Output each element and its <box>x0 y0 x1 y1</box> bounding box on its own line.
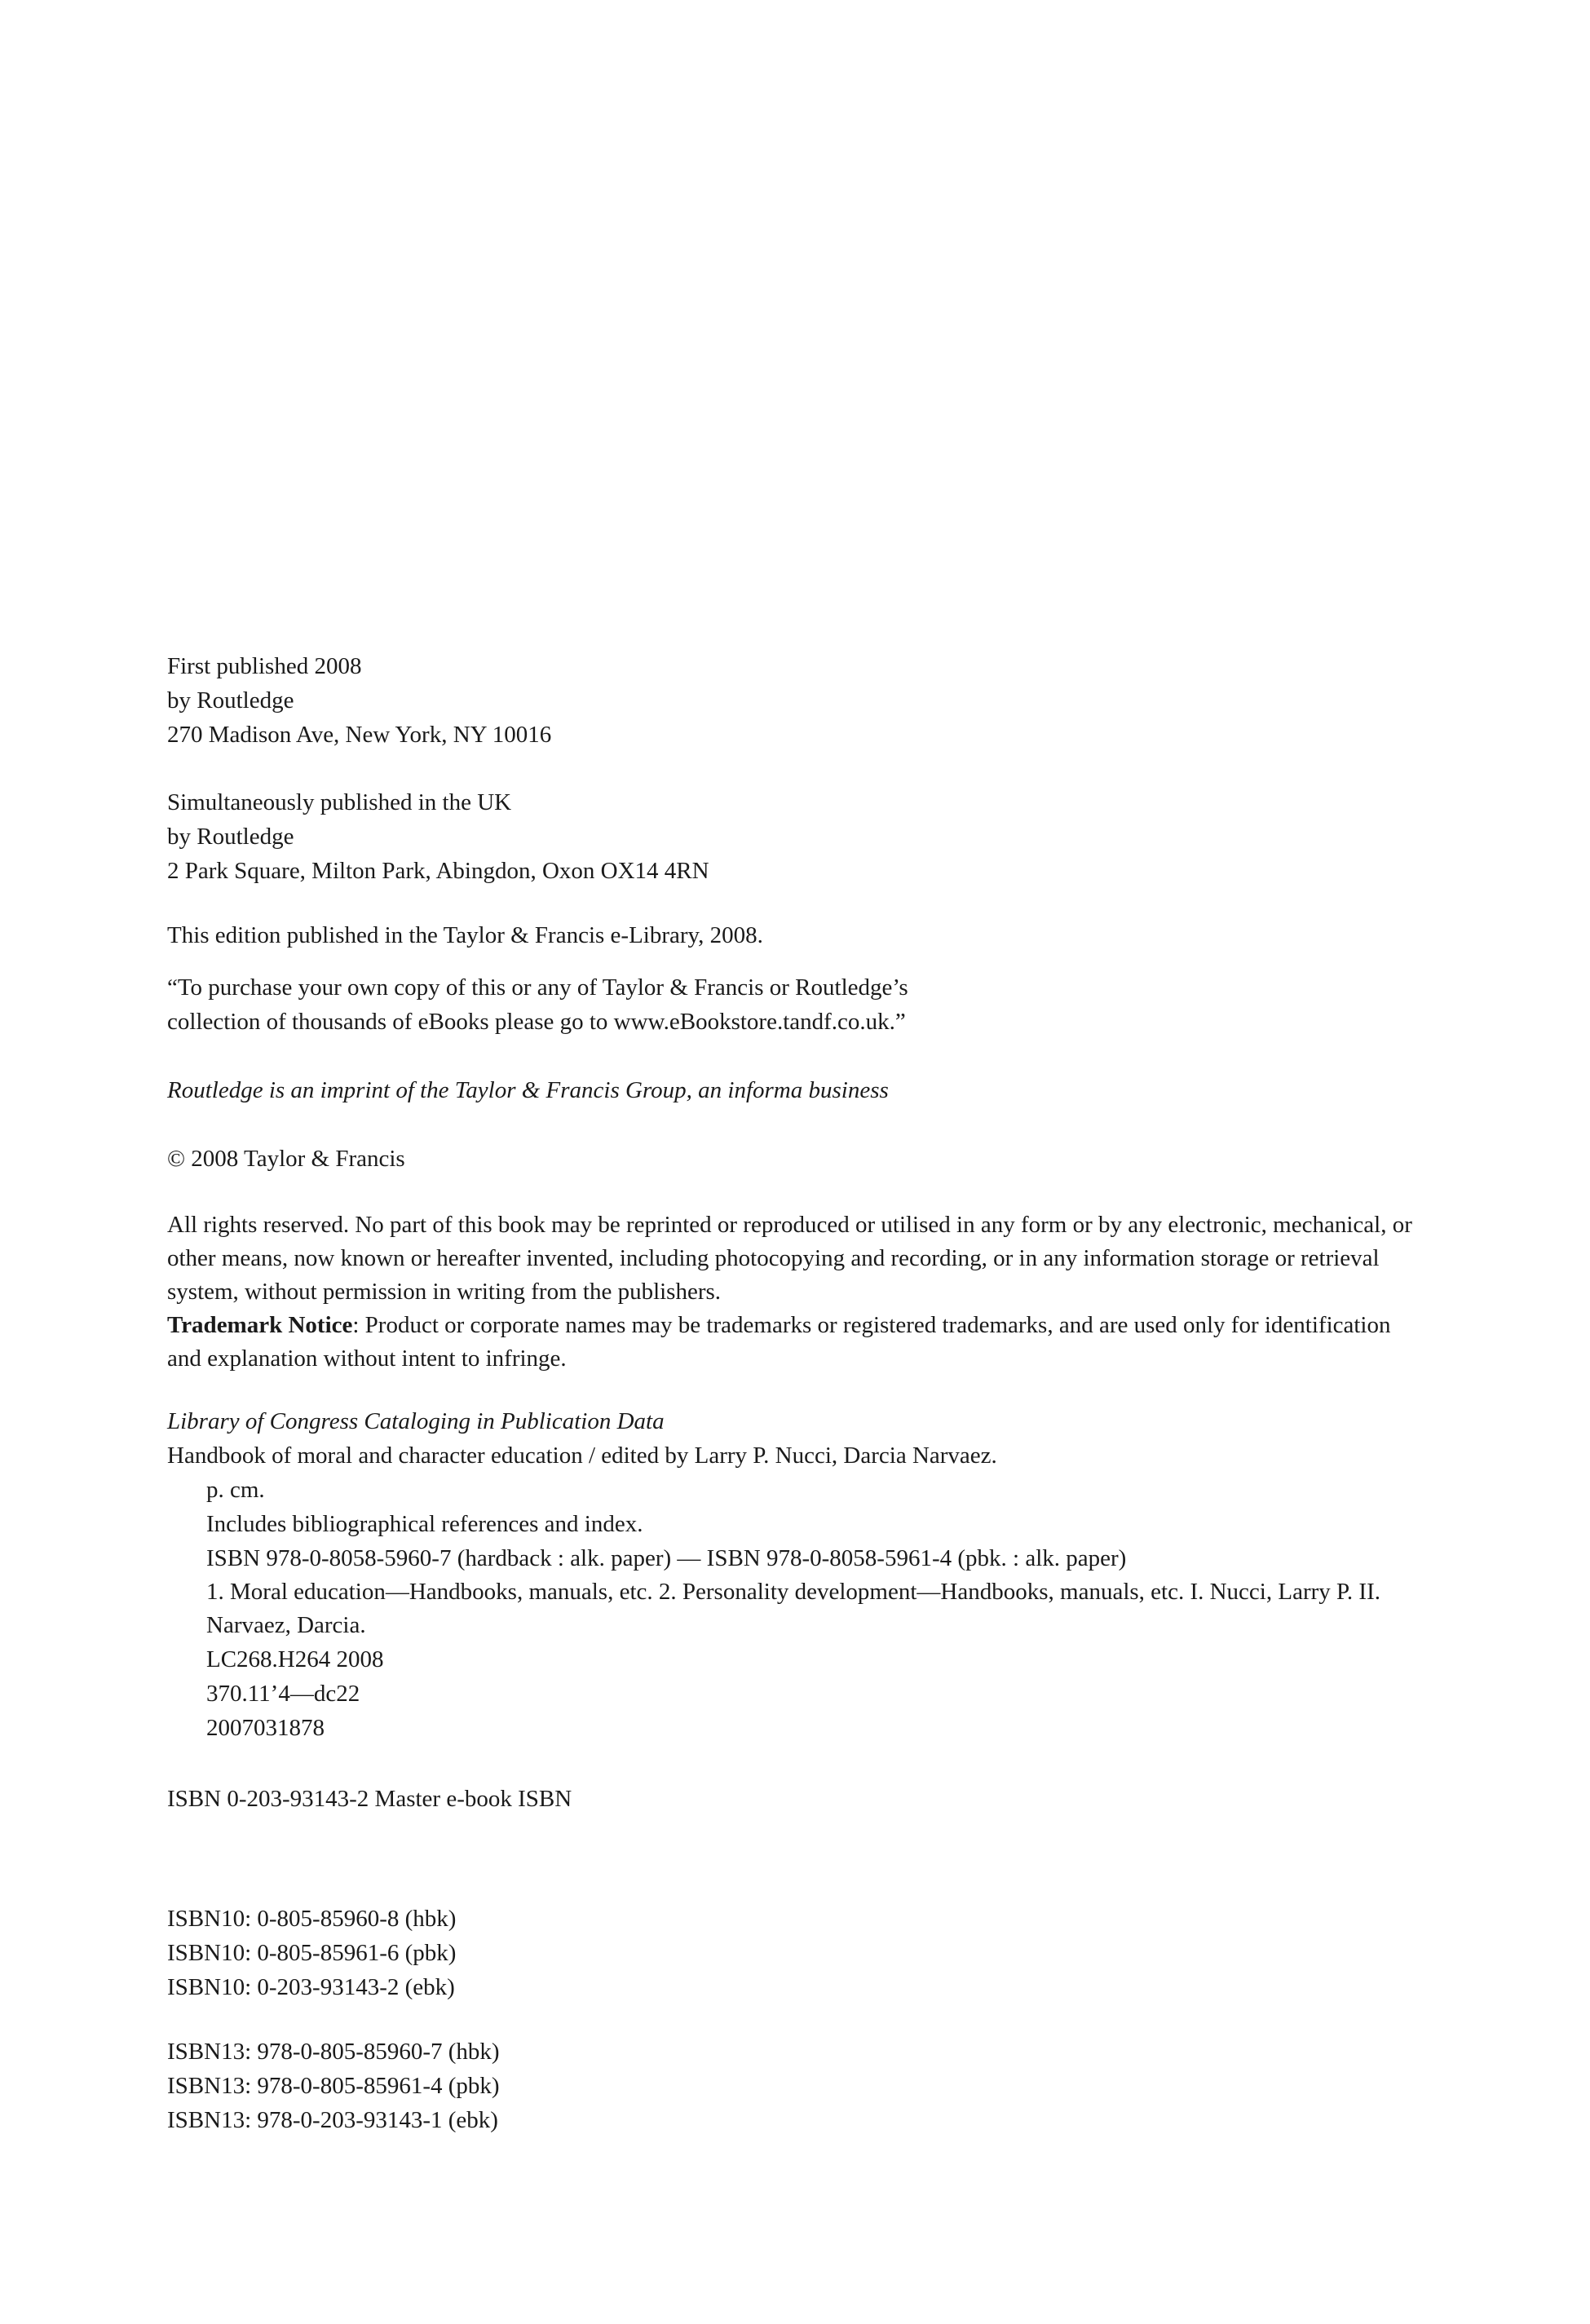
isbn10-list <box>167 1902 1439 2004</box>
publication-info <box>167 649 1439 752</box>
isbn13-hbk: ISBN13: 978-0-805-85960-7 (hbk) <box>167 2039 500 2065</box>
isbn10-pbk: ISBN10: 0-805-85961-6 (pbk) <box>167 1940 457 1966</box>
cataloging-data <box>167 1404 1439 1745</box>
copyright-line: © 2008 Taylor & Francis <box>167 1146 405 1172</box>
publisher-name: by Routledge <box>167 687 294 714</box>
edition-note <box>167 918 1439 952</box>
cataloging-heading: Library of Congress Cataloging in Publication Data <box>167 1408 665 1434</box>
uk-publisher-name: by Routledge <box>167 824 294 850</box>
rights-notice <box>167 1208 1439 1376</box>
cataloging-dewey: 370.11’4—dc22 <box>206 1681 360 1707</box>
isbn13-pbk: ISBN13: 978-0-805-85961-4 (pbk) <box>167 2073 500 2099</box>
imprint-line: Routledge is an imprint of the Taylor & Francis Group, an informa business <box>167 1077 889 1103</box>
master-isbn: ISBN 0-203-93143-2 Master e-book ISBN <box>167 1786 572 1812</box>
purchase-note <box>167 970 1439 1039</box>
isbn10-hbk: ISBN10: 0-805-85960-8 (hbk) <box>167 1906 457 1932</box>
purchase-line-2: collection of thousands of eBooks please go to www.eBookstore.tandf.co.uk.” <box>167 1009 906 1035</box>
cataloging-includes: Includes bibliographical references and index. <box>206 1511 643 1537</box>
cataloging-title: Handbook of moral and character education / edited by Larry P. Nucci, Darcia Narvaez. <box>167 1443 997 1469</box>
uk-publication-info <box>167 785 1439 888</box>
publisher-address-uk: 2 Park Square, Milton Park, Abingdon, Oxon OX14 4RN <box>167 858 709 884</box>
trademark-text: : Product or corporate names may be trademarks or registered trademarks, and are used only for identification and explanation without intent to infringe. <box>167 1312 1391 1372</box>
uk-published: Simultaneously published in the UK <box>167 789 512 815</box>
cataloging-lc: LC268.H264 2008 <box>206 1646 384 1672</box>
copyright-notice <box>167 1142 1439 1176</box>
cataloging-pcm: p. cm. <box>206 1477 265 1503</box>
imprint-note <box>167 1073 1439 1107</box>
purchase-line-1: “To purchase your own copy of this or any of Taylor & Francis or Routledge’s <box>167 974 908 1001</box>
isbn13-ebk: ISBN13: 978-0-203-93143-1 (ebk) <box>167 2107 498 2133</box>
trademark-label: Trademark Notice <box>167 1312 353 1338</box>
isbn13-list <box>167 2035 1439 2137</box>
cataloging-subjects: 1. Moral education—Handbooks, manuals, etc. 2. Personality development—Handbooks, manuals, etc. I. Nucci, Larry P. II. Narvaez, Darcia. <box>206 1579 1380 1638</box>
master-isbn-note <box>167 1782 1439 1816</box>
isbn10-ebk: ISBN10: 0-203-93143-2 (ebk) <box>167 1974 455 2000</box>
rights-text: All rights reserved. No part of this book may be reprinted or reproduced or utilised in any form or by any electronic, mechanical, or other means, now known or hereafter invented, including photocopying and recording, or in any information storage or retrieval system, without permission in writing from the publishers. <box>167 1212 1412 1305</box>
trademark-notice <box>167 1309 1423 1376</box>
publisher-address-us: 270 Madison Ave, New York, NY 10016 <box>167 722 552 748</box>
cataloging-isbn: ISBN 978-0-8058-5960-7 (hardback : alk. paper) — ISBN 978-0-8058-5961-4 (pbk. : alk. paper) <box>206 1545 1127 1571</box>
edition-line: This edition published in the Taylor & Francis e-Library, 2008. <box>167 922 763 948</box>
first-published: First published 2008 <box>167 653 362 679</box>
cataloging-lccn: 2007031878 <box>206 1715 325 1741</box>
